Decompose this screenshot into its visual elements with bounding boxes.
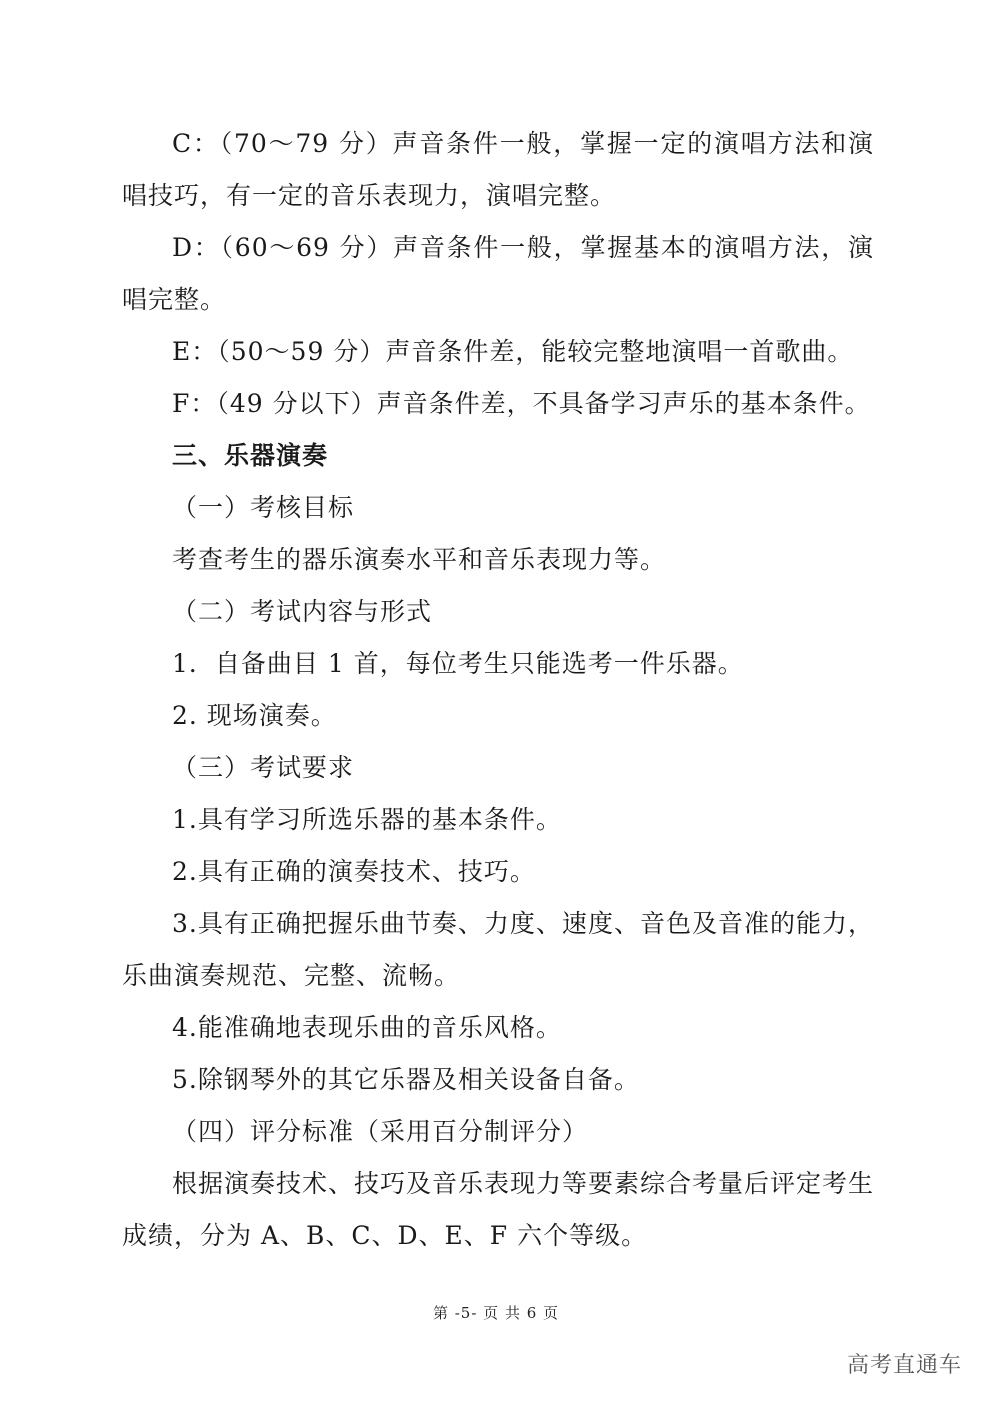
watermark-text: 高考直通车 — [846, 1353, 962, 1378]
requirement-item-1: 1.具有学习所选乐器的基本条件。 — [172, 805, 562, 834]
subsection-2-heading: （二）考试内容与形式 — [172, 597, 433, 626]
requirement-item-2: 2.具有正确的演奏技术、技巧。 — [172, 857, 536, 886]
page-number-footer: 第 -5- 页 共 6 页 — [432, 1304, 560, 1322]
subsection-4-heading: （四）评分标准（采用百分制评分） — [172, 1117, 589, 1146]
grade-d-criteria: D：（60～69 分）声音条件一般，掌握基本的演唱方法，演唱完整。 — [122, 233, 874, 314]
content-item-1: 1．自备曲目 1 首，每位考生只能选考一件乐器。 — [172, 649, 744, 678]
scoring-description: 根据演奏技术、技巧及音乐表现力等要素综合考量后评定考生成绩，分为 A、B、C、D、E、F 六个等级。 — [122, 1169, 875, 1250]
content-item-2: 2. 现场演奏。 — [172, 701, 337, 730]
requirement-item-5: 5.除钢琴外的其它乐器及相关设备自备。 — [172, 1065, 640, 1094]
grade-c-criteria: C：（70～79 分）声音条件一般，掌握一定的演唱方法和演唱技巧，有一定的音乐表现力，演唱完整。 — [122, 129, 874, 210]
subsection-1-heading: （一）考核目标 — [172, 493, 355, 522]
requirement-item-4: 4.能准确地表现乐曲的音乐风格。 — [172, 1013, 562, 1042]
grade-e-criteria: E：（50～59 分）声音条件差，能较完整地演唱一首歌曲。 — [172, 337, 854, 366]
grade-f-criteria: F：（49 分以下）声音条件差，不具备学习声乐的基本条件。 — [172, 389, 871, 418]
requirement-item-3: 3.具有正确把握乐曲节奏、力度、速度、音色及音准的能力，乐曲演奏规范、完整、流畅。 — [122, 909, 874, 990]
subsection-3-heading: （三）考试要求 — [172, 753, 355, 782]
subsection-1-text: 考查考生的器乐演奏水平和音乐表现力等。 — [172, 545, 667, 574]
section-3-heading: 三、乐器演奏 — [172, 441, 329, 470]
